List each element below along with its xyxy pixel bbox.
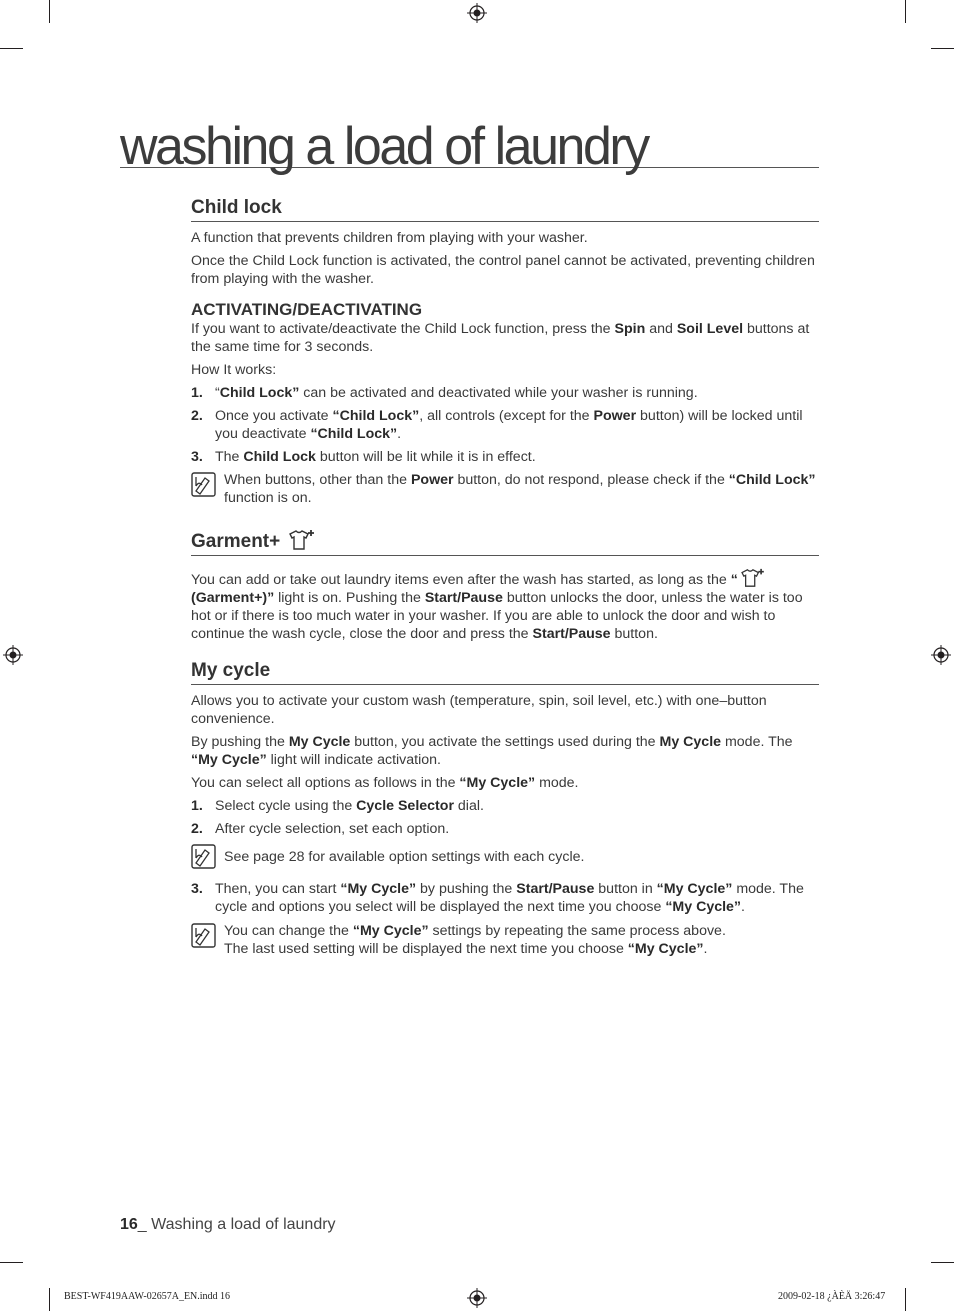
list-item: 3. Then, you can start “My Cycle” by pushing the Start/Pause button in “My Cycle” mode. The cycle and options you select will be displayed the next time you choose “My Cycle”. <box>191 881 804 915</box>
paragraph: Once the Child Lock function is activated, the control panel cannot be activated, preventing children from playing with the washer. <box>191 253 815 287</box>
page-number: 16 <box>120 1216 138 1233</box>
page-footer <box>120 1216 336 1234</box>
crop-mark <box>905 1288 906 1311</box>
registration-mark-icon <box>3 645 23 665</box>
note: When buttons, other than the Power button, do not respond, please check if the “Child Lock” function is on. <box>191 471 819 507</box>
list-item: 2. Once you activate “Child Lock”, all controls (except for the Power button) will be locked until you deactivate “Child Lock”. <box>191 408 803 442</box>
section-heading-child-lock: Child lock <box>191 195 819 222</box>
garment-shirt-plus-icon <box>738 568 766 588</box>
section-heading-my-cycle: My cycle <box>191 658 819 685</box>
note: You can change the “My Cycle” settings by repeating the same process above. The last used setting will be displayed the next time you choose “My Cycle”. <box>191 922 819 958</box>
crop-mark <box>0 1262 23 1263</box>
list-item: 1. Select cycle using the Cycle Selector dial. <box>191 798 484 814</box>
main-content <box>191 195 819 966</box>
registration-mark-icon <box>467 3 487 23</box>
steps-list <box>191 880 819 916</box>
steps-list <box>191 384 819 466</box>
note-pencil-icon <box>191 923 216 948</box>
note-pencil-icon <box>191 472 216 497</box>
paragraph: By pushing the My Cycle button, you activate the settings used during the My Cycle mode. The “My Cycle” light will indicate activation. <box>191 734 793 768</box>
list-item: 2. After cycle selection, set each option. <box>191 821 450 837</box>
note-pencil-icon <box>191 844 216 869</box>
section-heading-garment: Garment+ <box>191 529 819 556</box>
paragraph: You can select all options as follows in the “My Cycle” mode. <box>191 775 579 791</box>
paragraph: How It works: <box>191 362 277 378</box>
paragraph: You can add or take out laundry items even after the wash has started, as long as the “ (Garment+)” light is on. Pushing the Start/Pause button unlocks the door, unless the water is too hot or if there is too much water in your washer. If you are able to unlock the door and wish to continue the wash cycle, close the door and press the Start/Pause button. <box>191 568 819 643</box>
paragraph: A function that prevents children from playing with your washer. <box>191 230 588 246</box>
print-slug-file: BEST-WF419AAW-02657A_EN.indd 16 <box>64 1291 231 1302</box>
paragraph: If you want to activate/deactivate the Child Lock function, press the Spin and Soil Level buttons at the same time for 3 seconds. <box>191 321 810 355</box>
note: See page 28 for available option settings with each cycle. <box>191 843 819 872</box>
registration-mark-icon <box>467 1288 487 1308</box>
garment-shirt-plus-icon <box>286 529 316 551</box>
crop-mark <box>49 1288 50 1311</box>
print-slug-timestamp: 2009-02-18 ¿ÀÈÄ 3:26:47 <box>778 1291 886 1302</box>
crop-mark <box>0 48 23 49</box>
paragraph: Allows you to activate your custom wash (temperature, spin, soil level, etc.) with one–button convenience. <box>191 693 767 727</box>
page-title: washing a load of laundry <box>120 112 819 168</box>
steps-list <box>191 797 819 838</box>
crop-mark <box>905 0 906 23</box>
footer-label: _ Washing a load of laundry <box>137 1216 336 1233</box>
crop-mark <box>931 1262 954 1263</box>
registration-mark-icon <box>931 645 951 665</box>
list-item: 1. “Child Lock” can be activated and deactivated while your washer is running. <box>191 385 698 401</box>
sub-heading-activating: ACTIVATING/DEACTIVATING <box>191 300 423 319</box>
crop-mark <box>931 48 954 49</box>
crop-mark <box>49 0 50 23</box>
list-item: 3. The Child Lock button will be lit while it is in effect. <box>191 449 536 465</box>
